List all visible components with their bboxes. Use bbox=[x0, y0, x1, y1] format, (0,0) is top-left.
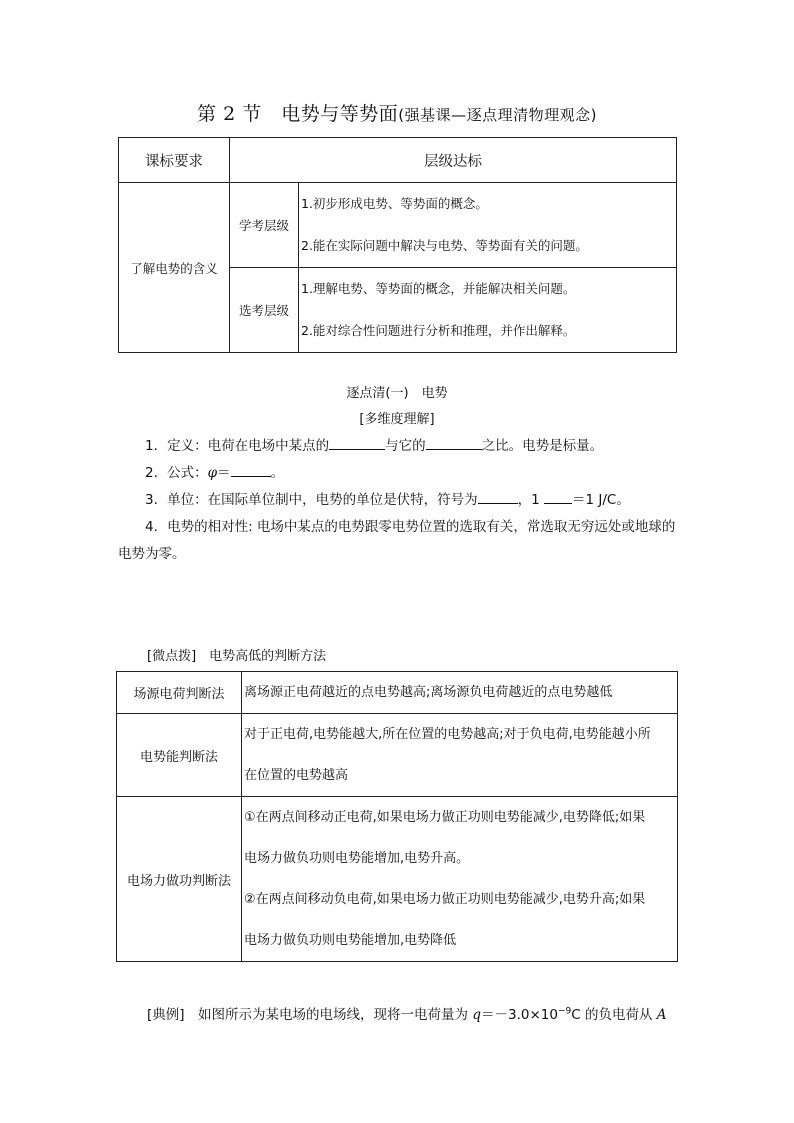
header-requirement: 课标要求 bbox=[119, 138, 230, 183]
desc-line: 电场力做负功则电势能增加,电势降低 bbox=[244, 933, 457, 948]
phi-symbol: φ bbox=[207, 465, 218, 481]
method-name: 场源电荷判断法 bbox=[117, 672, 242, 714]
method-name: 电势能判断法 bbox=[117, 714, 242, 797]
title-sub: (强基课—逐点理清物理观念) bbox=[398, 106, 597, 124]
level-item: 1.初步形成电势、等势面的概念。 bbox=[301, 196, 488, 211]
answer-blank bbox=[231, 462, 271, 477]
desc-line: ②在两点间移动负电荷,如果电场力做正功则电势能减少,电势升高;如果 bbox=[244, 892, 646, 907]
section-title bbox=[0, 99, 794, 126]
example-label: [典例] bbox=[147, 1007, 185, 1023]
desc-line: 在位置的电势越高 bbox=[244, 768, 349, 783]
level-item: 2.能在实际问题中解决与电势、等势面有关的问题。 bbox=[301, 238, 588, 253]
charge-symbol: q bbox=[472, 1007, 481, 1023]
level-item: 1.理解电势、等势面的概念，并能解决相关问题。 bbox=[301, 281, 576, 296]
exponent: −9 bbox=[557, 1006, 572, 1017]
answer-blank bbox=[478, 489, 518, 504]
text: ＝ bbox=[217, 465, 231, 481]
desc-line: 离场源正电荷越近的点电势越高;离场源负电荷越近的点电势越低 bbox=[244, 685, 613, 700]
text: 与它的 bbox=[385, 438, 426, 454]
tip-heading: [微点拨] 电势高低的判断方法 bbox=[147, 649, 327, 664]
level-items bbox=[299, 183, 677, 268]
point-1 bbox=[118, 433, 678, 460]
title-main: 第 2 节 电势与等势面 bbox=[197, 103, 399, 125]
level-name: 学考层级 bbox=[230, 183, 299, 268]
section-subheading: [多维度理解] bbox=[359, 412, 435, 427]
level-items bbox=[299, 268, 677, 353]
text: 3．单位：在国际单位制中，电势的单位是伏特，符号为 bbox=[145, 492, 478, 508]
text: 。 bbox=[270, 465, 285, 481]
text: ＝1 J/C。 bbox=[571, 492, 630, 508]
method-desc bbox=[242, 672, 678, 714]
text: 1．定义：电荷在电场中某点的 bbox=[145, 438, 330, 454]
text: ，1 bbox=[517, 492, 544, 508]
method-table bbox=[116, 671, 678, 962]
answer-blank bbox=[544, 489, 572, 504]
header-level: 层级达标 bbox=[230, 138, 677, 183]
desc-line: 电场力做负功则电势能增加,电势升高。 bbox=[244, 851, 470, 866]
point-symbol: A bbox=[656, 1007, 667, 1023]
method-desc bbox=[242, 714, 678, 797]
point-3 bbox=[118, 487, 678, 514]
desc-line: ①在两点间移动正电荷,如果电场力做正功则电势能减少,电势降低;如果 bbox=[244, 810, 646, 825]
requirement-cell: 了解电势的含义 bbox=[119, 183, 230, 353]
answer-blank bbox=[426, 435, 482, 450]
section-heading: 逐点清(一) 电势 bbox=[346, 386, 448, 401]
point-2 bbox=[118, 460, 678, 487]
curriculum-table bbox=[118, 137, 677, 353]
example-problem bbox=[147, 1003, 667, 1023]
answer-blank bbox=[329, 435, 385, 450]
text: 2．公式： bbox=[145, 465, 208, 481]
method-name: 电场力做功判断法 bbox=[117, 797, 242, 962]
level-item: 2.能对综合性问题进行分析和推理，并作出解释。 bbox=[301, 323, 576, 338]
text: 之比。电势是标量。 bbox=[481, 438, 604, 454]
method-desc bbox=[242, 797, 678, 962]
text: ＝－3.0×10 bbox=[481, 1007, 558, 1023]
text: C 的负电荷从 bbox=[571, 1007, 657, 1023]
text: 如图所示为某电场的电场线，现将一电荷量为 bbox=[184, 1007, 473, 1023]
level-name: 选考层级 bbox=[230, 268, 299, 353]
desc-line: 对于正电荷,电势能越大,所在位置的电势越高;对于负电荷,电势能越小所 bbox=[244, 727, 651, 742]
point-4: 4．电势的相对性: 电场中某点的电势跟零电势位置的选取有关，常选取无穷远处或地球的电势为零。 bbox=[118, 519, 676, 562]
